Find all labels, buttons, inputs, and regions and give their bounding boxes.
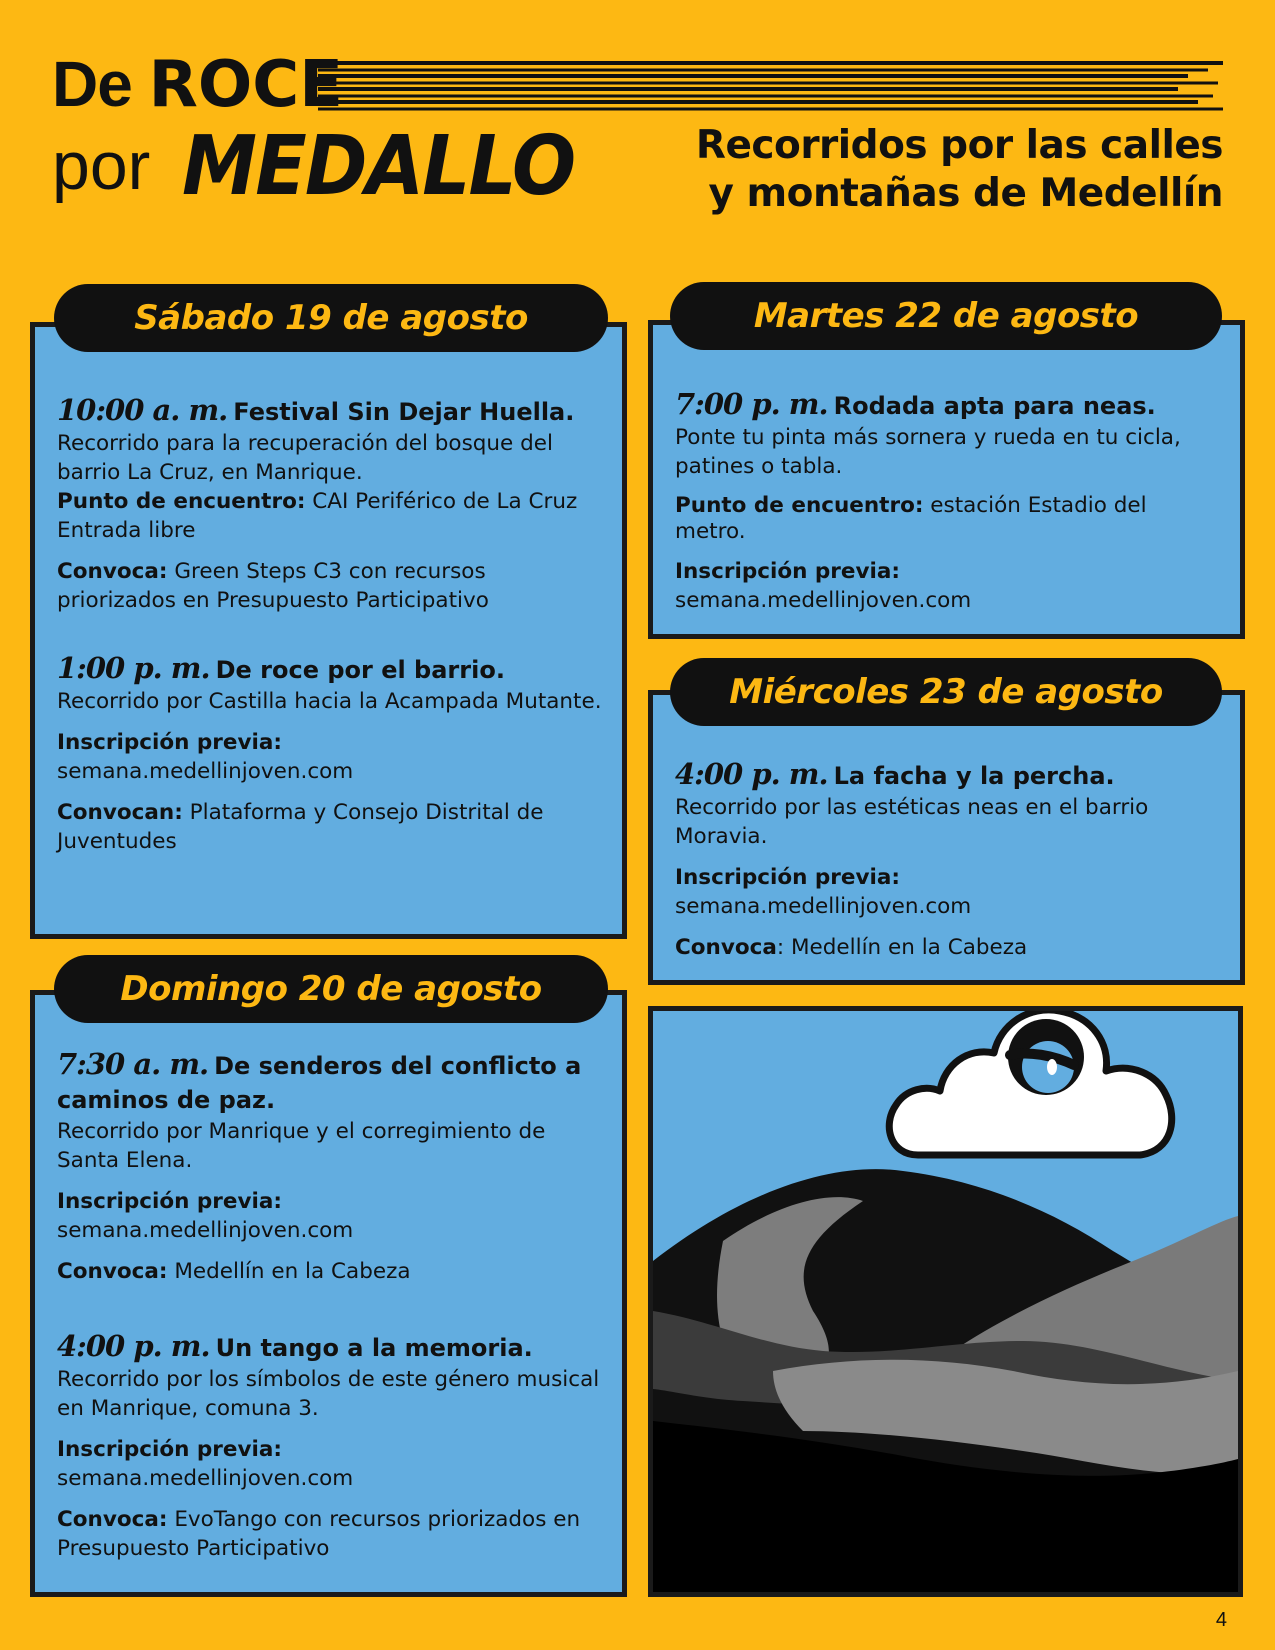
event-time: 7:30 a. m.: [57, 1047, 209, 1081]
convoca-label: Convoca:: [57, 559, 168, 584]
event-time: 1:00 p. m.: [57, 651, 210, 685]
convoca-label: Convoca:: [57, 1507, 168, 1532]
event-tango: [57, 1329, 604, 1563]
day-box-martes: [648, 320, 1245, 639]
title-de: De ROCE: [52, 48, 343, 122]
speed-lines-graphic: [318, 60, 1223, 114]
entry-note: Entrada libre: [57, 518, 196, 543]
day-header-domingo: Domingo 20 de agosto: [54, 955, 608, 1023]
inscripcion-link[interactable]: semana.medellinjoven.com: [57, 759, 354, 784]
convoca-value: Medellín en la Cabeza: [167, 1259, 411, 1284]
event-description: Recorrido por las estéticas neas en el barrio Moravia.: [675, 795, 1149, 849]
page-number: 4: [1215, 1609, 1227, 1631]
event-senderos: [57, 1047, 604, 1286]
event-title: Rodada apta para neas.: [833, 392, 1156, 420]
convoca-value: Plataforma y Consejo Distrital de Juventudes: [57, 800, 544, 854]
landscape-illustration: [648, 1006, 1243, 1597]
inscripcion-label: Inscripción previa:: [57, 730, 282, 755]
day-header-miercoles: Miércoles 23 de agosto: [670, 658, 1222, 726]
event-time: 4:00 p. m.: [675, 757, 828, 791]
subtitle: Recorridos por las calles y montañas de Medellín: [695, 123, 1223, 216]
event-title: La facha y la percha.: [833, 762, 1115, 790]
meeting-value: estación Estadio del metro.: [675, 493, 1147, 544]
event-time: 7:00 p. m.: [675, 387, 828, 421]
convoca-label: Convoca: [675, 935, 777, 960]
event-facha-percha: [675, 757, 1222, 962]
cloud-eye-icon: [878, 1006, 1193, 1175]
event-description: Ponte tu pinta más sornera y rueda en tu cicla, patines o tabla.: [675, 425, 1181, 479]
event-description: Recorrido por Manrique y el corregimiento de Santa Elena.: [57, 1119, 546, 1173]
inscripcion-label: Inscripción previa:: [675, 865, 900, 890]
day-box-domingo: [30, 990, 627, 1597]
day-box-sabado: [30, 322, 627, 939]
inscripcion-label: Inscripción previa:: [675, 559, 900, 584]
inscripcion-link[interactable]: semana.medellinjoven.com: [57, 1218, 354, 1243]
convoca-label: Convocan:: [57, 800, 183, 825]
inscripcion-link[interactable]: semana.medellinjoven.com: [675, 894, 972, 919]
meeting-label: Punto de encuentro:: [675, 493, 924, 518]
inscripcion-link[interactable]: semana.medellinjoven.com: [675, 588, 972, 613]
event-title: Festival Sin Dejar Huella.: [233, 398, 575, 426]
event-description: Recorrido para la recuperación del bosque del barrio La Cruz, en Manrique.: [57, 431, 553, 485]
event-time: 4:00 p. m.: [57, 1329, 210, 1363]
day-header-sabado: Sábado 19 de agosto: [54, 284, 608, 352]
convoca-value: EvoTango con recursos priorizados en Presupuesto Participativo: [57, 1507, 581, 1561]
inscripcion-label: Inscripción previa:: [57, 1437, 282, 1462]
inscripcion-link[interactable]: semana.medellinjoven.com: [57, 1466, 354, 1491]
event-time: 10:00 a. m.: [57, 393, 228, 427]
convoca-label: Convoca:: [57, 1259, 168, 1284]
title-roce: ROCE: [148, 48, 343, 122]
event-title: Un tango a la memoria.: [215, 1334, 533, 1362]
event-festival: [57, 393, 604, 615]
event-roce-barrio: [57, 651, 604, 856]
title-medallo: MEDALLO: [182, 119, 575, 214]
event-description: Recorrido por Castilla hacia la Acampada Mutante.: [57, 689, 602, 714]
event-rodada: [675, 387, 1222, 615]
meeting-label: Punto de encuentro:: [57, 489, 306, 514]
title-por: por: [52, 128, 151, 204]
day-header-martes: Martes 22 de agosto: [670, 282, 1222, 350]
event-title: De roce por el barrio.: [215, 656, 505, 684]
inscripcion-label: Inscripción previa:: [57, 1189, 282, 1214]
event-title: De senderos del conflicto a caminos de paz.: [57, 1052, 582, 1114]
convoca-value: : Medellín en la Cabeza: [776, 935, 1028, 960]
event-description: Recorrido por los símbolos de este género musical en Manrique, comuna 3.: [57, 1367, 600, 1421]
meeting-value: CAI Periférico de La Cruz: [305, 489, 578, 514]
day-box-miercoles: [648, 690, 1245, 985]
convoca-value: Green Steps C3 con recursos priorizados en Presupuesto Participativo: [57, 559, 489, 613]
